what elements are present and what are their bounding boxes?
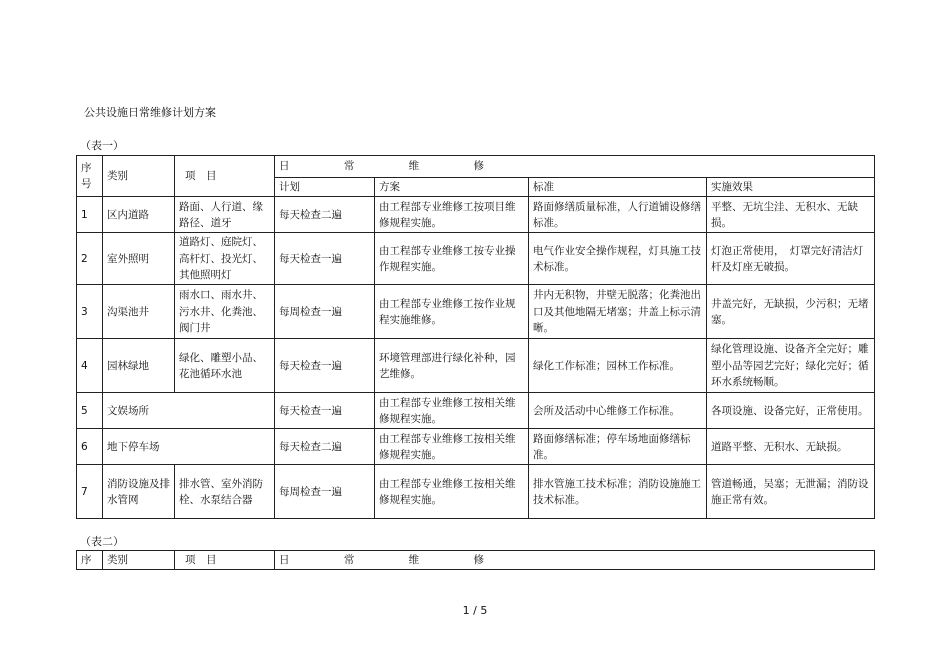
header-daily-char: 常 — [343, 160, 355, 173]
header-item: 项 目 — [175, 156, 275, 197]
row-scheme: 由工程部专业维修工按相关维修规程实施。 — [375, 465, 529, 519]
row-plan: 每天检查一遍 — [275, 339, 375, 393]
header-category: 类别 — [103, 156, 175, 197]
page-number: 1 / 5 — [462, 604, 488, 617]
row-no: 7 — [77, 465, 103, 519]
row-plan: 每天检查一遍 — [275, 393, 375, 429]
header-category: 类别 — [103, 551, 175, 570]
row-standard: 井内无积物，井壁无脱落；化粪池出口及其他地隔无堵塞；井盖上标示清晰。 — [529, 285, 707, 339]
header-item: 项 目 — [175, 551, 275, 570]
row-standard: 路面修缮质量标准，人行道铺设修缮标准。 — [529, 197, 707, 233]
header-effect: 实施效果 — [707, 178, 875, 197]
row-category: 园林绿地 — [103, 339, 175, 393]
table-header-row — [77, 156, 875, 178]
header-seq: 序号 — [77, 156, 103, 197]
table-row — [77, 197, 875, 233]
maintenance-plan-table-2 — [76, 550, 875, 570]
row-standard: 会所及活动中心维修工作标准。 — [529, 393, 707, 429]
row-plan: 每周检查一遍 — [275, 465, 375, 519]
header-daily-maintenance — [275, 551, 875, 570]
table-row — [77, 233, 875, 285]
row-standard: 排水管施工技术标准；消防设施施工技术标准。 — [529, 465, 707, 519]
table-row — [77, 339, 875, 393]
row-category: 地下停车场 — [103, 429, 275, 465]
header-standard: 标准 — [529, 178, 707, 197]
header-daily-maintenance — [275, 156, 875, 178]
header-seq: 序 — [77, 551, 103, 570]
table-row — [77, 429, 875, 465]
row-effect: 灯泡正常使用， 灯罩完好清洁灯杆及灯座无破损。 — [707, 233, 875, 285]
row-plan: 每天检查二遍 — [275, 197, 375, 233]
table-header-row — [77, 551, 875, 570]
row-effect: 绿化管理设施、设备齐全完好；雕塑小品等园艺完好；绿化完好；循环水系统畅顺。 — [707, 339, 875, 393]
table1-label: （表一） — [80, 139, 124, 152]
row-no: 1 — [77, 197, 103, 233]
row-no: 6 — [77, 429, 103, 465]
row-no: 4 — [77, 339, 103, 393]
row-effect: 管道畅通，吴塞；无泄漏；消防设施正常有效。 — [707, 465, 875, 519]
row-no: 5 — [77, 393, 103, 429]
row-category: 室外照明 — [103, 233, 175, 285]
row-scheme: 环境管理部进行绿化补种，园艺维修。 — [375, 339, 529, 393]
row-plan: 每天检查二遍 — [275, 429, 375, 465]
row-no: 2 — [77, 233, 103, 285]
header-daily-char: 常 — [343, 554, 355, 566]
row-scheme: 由工程部专业维修工按作业规程实施维修。 — [375, 285, 529, 339]
header-plan: 计划 — [275, 178, 375, 197]
row-effect: 平整、无坑尘洼、无积水、无缺损。 — [707, 197, 875, 233]
row-scheme: 由工程部专业维修工按相关维修规程实施。 — [375, 393, 529, 429]
row-category: 区内道路 — [103, 197, 175, 233]
table-row — [77, 465, 875, 519]
row-standard: 路面修缮标准；停车场地面修缮标准。 — [529, 429, 707, 465]
row-no: 3 — [77, 285, 103, 339]
row-effect: 道路平整、无积水、无缺损。 — [707, 429, 875, 465]
maintenance-plan-table — [76, 155, 875, 519]
document-title: 公共设施日常维修计划方案 — [84, 106, 216, 119]
header-daily-char: 维 — [408, 160, 420, 173]
row-item: 道路灯、庭院灯、高杆灯、投光灯、其他照明灯 — [175, 233, 275, 285]
row-item: 路面、人行道、缘路径、道牙 — [175, 197, 275, 233]
row-standard: 电气作业安全操作规程，灯具施工技术标准。 — [529, 233, 707, 285]
row-scheme: 由工程部专业维修工按项目维修规程实施。 — [375, 197, 529, 233]
row-plan: 每周检查一遍 — [275, 285, 375, 339]
header-daily-char: 维 — [408, 554, 420, 566]
row-effect: 井盖完好，无缺损，少污积；无堵塞。 — [707, 285, 875, 339]
table-row — [77, 393, 875, 429]
header-daily-char: 日 — [279, 160, 290, 173]
header-daily-char: 修 — [473, 160, 484, 173]
row-item: 排水管、室外消防栓、水泵结合器 — [175, 465, 275, 519]
row-plan: 每天检查一遍 — [275, 233, 375, 285]
table-row — [77, 285, 875, 339]
row-scheme: 由工程部专业维修工按相关维修规程实施。 — [375, 429, 529, 465]
row-effect: 各项设施、设备完好，正常使用。 — [707, 393, 875, 429]
table2-label: （表二） — [80, 535, 124, 548]
row-item: 绿化、雕塑小品、花池循环水池 — [175, 339, 275, 393]
row-category: 文娱场所 — [103, 393, 275, 429]
row-category: 沟渠池井 — [103, 285, 175, 339]
row-category: 消防设施及排水管网 — [103, 465, 175, 519]
header-daily-char: 日 — [279, 554, 290, 566]
row-item: 雨水口、雨水井、污水井、化粪池、阀门井 — [175, 285, 275, 339]
row-standard: 绿化工作标准；园林工作标准。 — [529, 339, 707, 393]
row-scheme: 由工程部专业维修工按专业操作规程实施。 — [375, 233, 529, 285]
header-scheme: 方案 — [375, 178, 529, 197]
header-daily-char: 修 — [473, 554, 484, 566]
